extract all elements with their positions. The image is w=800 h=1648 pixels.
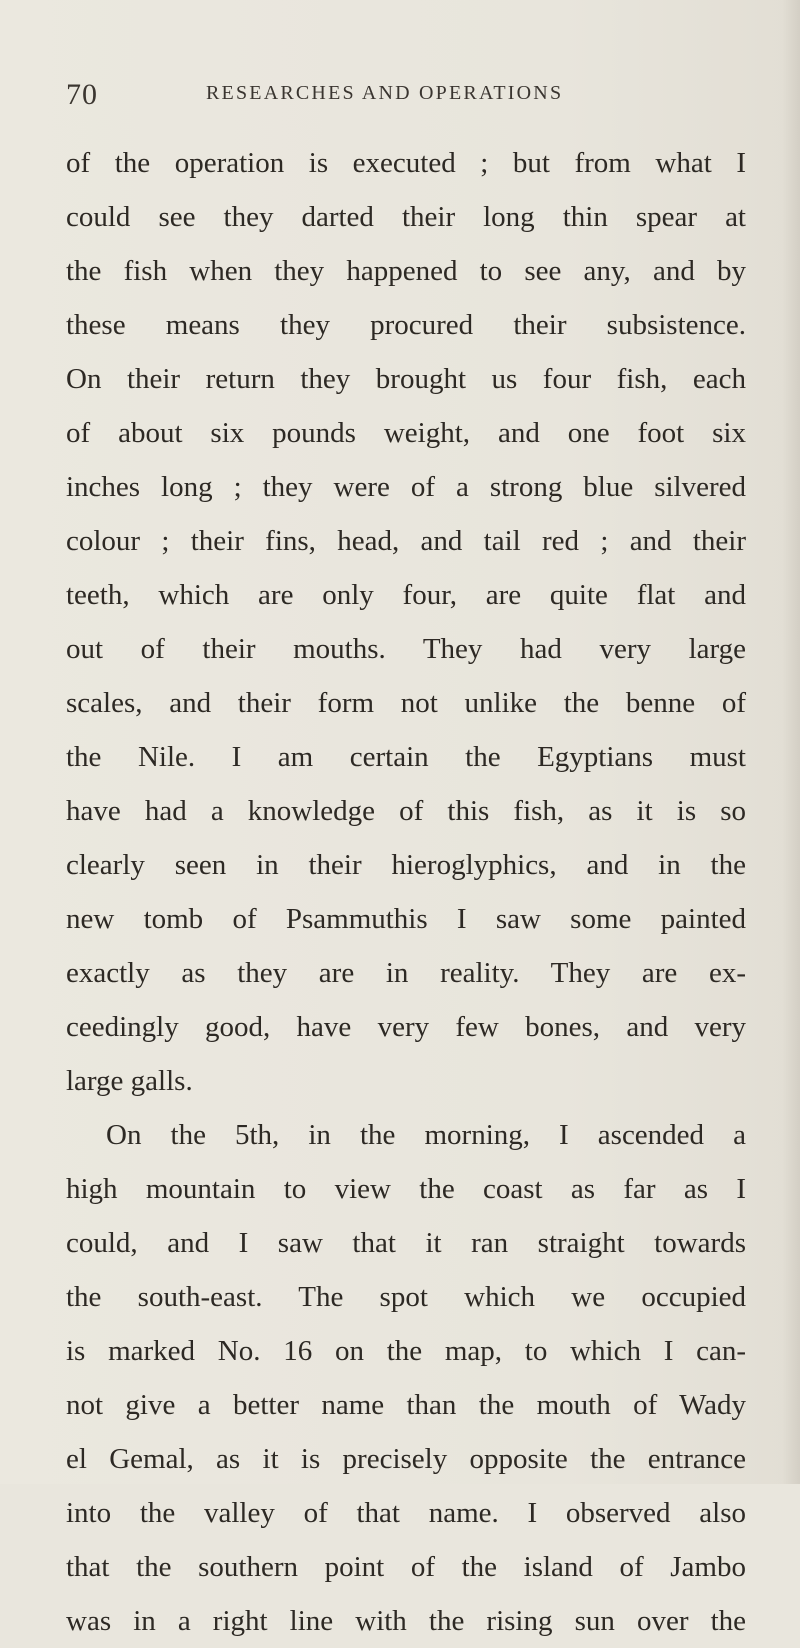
text-line: colour ; their fins, head, and tail red ; and their — [66, 525, 746, 557]
page-header — [66, 78, 746, 118]
text-line: not give a better name than the mouth of Wady — [66, 1389, 746, 1421]
text-line: teeth, which are only four, are quite flat and — [66, 579, 746, 611]
text-line: could see they darted their long thin spear at — [66, 201, 746, 233]
text-line: large galls. — [66, 1065, 193, 1097]
text-line: On their return they brought us four fish, each — [66, 363, 746, 395]
text-line: that the southern point of the island of Jambo — [66, 1551, 746, 1583]
text-line: the south-east. The spot which we occupied — [66, 1281, 746, 1313]
text-line: the Nile. I am certain the Egyptians must — [66, 741, 746, 773]
text-line: of the operation is executed ; but from what I — [66, 147, 746, 179]
text-line: the fish when they happened to see any, and by — [66, 255, 746, 287]
text-line: out of their mouths. They had very large — [66, 633, 746, 665]
text-line: high mountain to view the coast as far as I — [66, 1173, 746, 1205]
text-line: into the valley of that name. I observed also — [66, 1497, 746, 1529]
text-line: have had a knowledge of this fish, as it is so — [66, 795, 746, 827]
text-line: was in a right line with the rising sun over the — [66, 1605, 746, 1637]
text-line: clearly seen in their hieroglyphics, and in the — [66, 849, 746, 881]
page-number: 70 — [66, 78, 98, 111]
text-line: new tomb of Psammuthis I saw some painted — [66, 903, 746, 935]
text-line: inches long ; they were of a strong blue silvered — [66, 471, 746, 503]
text-line: el Gemal, as it is precisely opposite the entrance — [66, 1443, 746, 1475]
body-text — [66, 136, 746, 1648]
text-line: is marked No. 16 on the map, to which I can- — [66, 1335, 746, 1367]
text-line: ceedingly good, have very few bones, and very — [66, 1011, 746, 1043]
running-title: RESEARCHES AND OPERATIONS — [206, 82, 564, 104]
text-line: scales, and their form not unlike the benne of — [66, 687, 746, 719]
text-line: of about six pounds weight, and one foot six — [66, 417, 746, 449]
text-line: these means they procured their subsistence. — [66, 309, 746, 341]
paragraph-start-line: On the 5th, in the morning, I ascended a — [106, 1119, 746, 1151]
text-line: could, and I saw that it ran straight towards — [66, 1227, 746, 1259]
page-edge-shadow — [782, 0, 800, 1484]
text-line: exactly as they are in reality. They are ex- — [66, 957, 746, 989]
